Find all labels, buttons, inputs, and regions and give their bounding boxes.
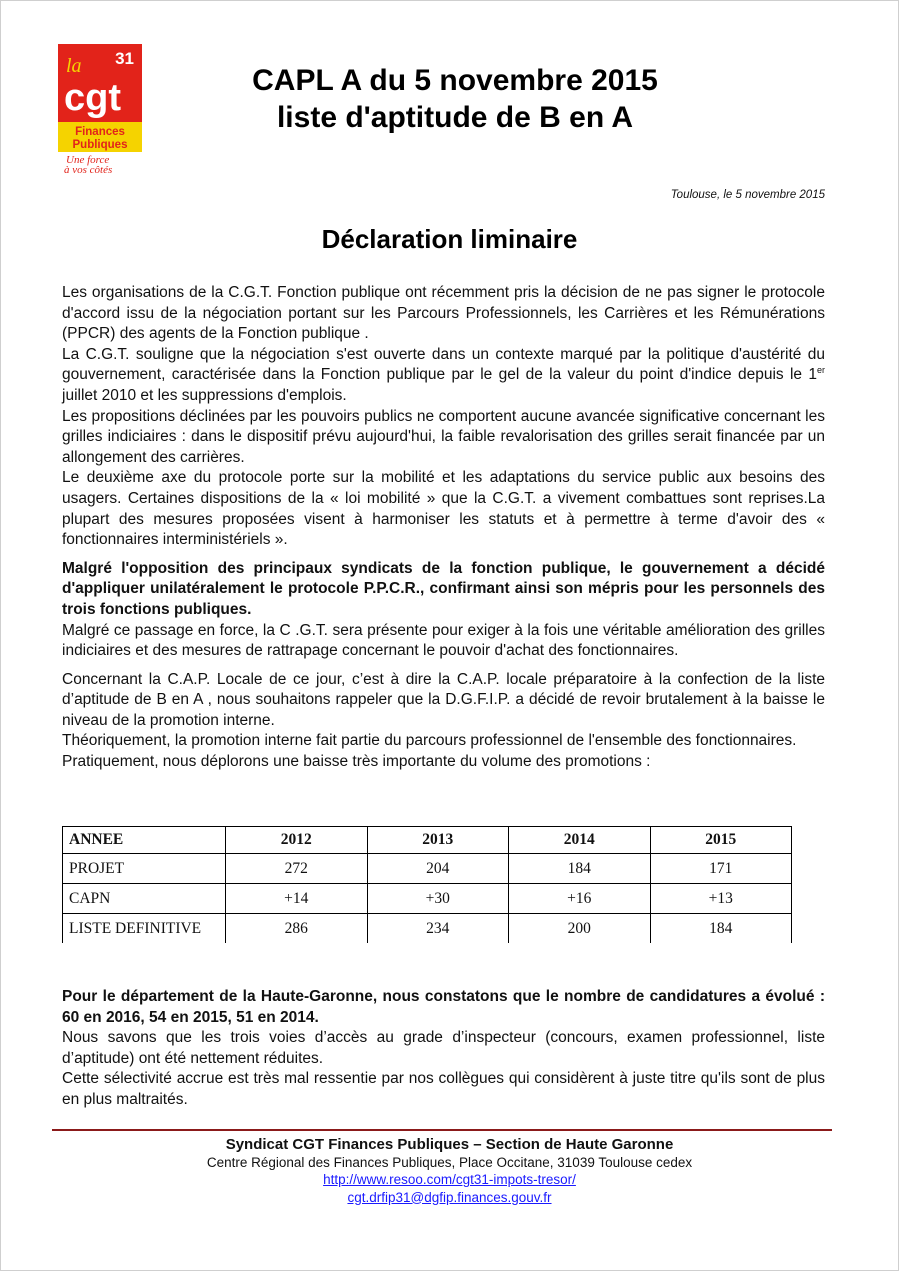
- table-row: [63, 854, 792, 884]
- paragraph-7: Concernant la C.A.P. Locale de ce jour, c’est à dire la C.A.P. locale préparatoire à la confection de la liste d’aptitude de B en A , nous souhaitons rappeler que la D.G.F.I.P. a décidé de revoir brutalement à la baisse le niveau de la promotion interne.: [62, 670, 825, 729]
- paragraph-12: Cette sélectivité accrue est très mal ressentie par nos collègues qui considèrent à juste titre qu'ils sont de plus en plus maltraités.: [62, 1070, 825, 1108]
- paragraph-2: La C.G.T. souligne que la négociation s'est ouverte dans un contexte marqué par la politique d'austérité du gouvernement, caractérisée dans la Fonction publique par le gel de la valeur du point d'indice depuis le 1er juillet 2010 et les suppressions d'emplois.: [62, 345, 825, 404]
- table-cell: 200: [509, 914, 651, 944]
- dateline: Toulouse, le 5 novembre 2015: [670, 189, 825, 201]
- paragraph-6: Malgré ce passage en force, la C .G.T. sera présente pour exiger à la fois une véritable amélioration des grilles indiciaires et des mesures de rattrapage concernant le pouvoir d'achat des fonctionnaires.: [62, 621, 825, 660]
- paragraph-1: Les organisations de la C.G.T. Fonction publique ont récemment pris la décision de ne pas signer le protocole d'accord issu de la négociation portant sur les Parcours Professionnels, les Carrières et les Rémunérations (PPCR) des agents de la Fonction publique .: [62, 284, 825, 343]
- table-cell: +13: [650, 884, 792, 914]
- title-line-2: liste d'aptitude de B en A: [276, 101, 634, 134]
- svg-text:Une force: Une force: [66, 154, 110, 166]
- table-row: [63, 914, 792, 944]
- table-cell: 204: [367, 854, 509, 884]
- promotions-table: [62, 826, 792, 943]
- document-title: [150, 62, 760, 136]
- svg-text:Publiques: Publiques: [72, 139, 128, 151]
- title-line-1: CAPL A du 5 novembre 2015: [252, 64, 658, 97]
- footer-website-link[interactable]: http://www.resoo.com/cgt31-impots-tresor/: [323, 1172, 576, 1187]
- table-cell: 286: [226, 914, 368, 944]
- table-header-cell: 2014: [509, 827, 651, 854]
- svg-text:la: la: [66, 55, 82, 77]
- footer-address: Centre Régional des Finances Publiques, Place Occitane, 31039 Toulouse cedex: [206, 1154, 693, 1170]
- table-cell: 272: [226, 854, 368, 884]
- paragraph-11: Nous savons que les trois voies d’accès au grade d’inspecteur (concours, examen professionnel, liste d’aptitude) ont été nettement réduites.: [62, 1029, 825, 1067]
- body-text: [62, 283, 825, 773]
- paragraph-10-bold: Pour le département de la Haute-Garonne, nous constatons que le nombre de candidatures a évolué : 60 en 2016, 54 en 2015, 51 en 2014.: [62, 988, 825, 1026]
- table-header-cell: 2013: [367, 827, 509, 854]
- table-header-row: [63, 827, 792, 854]
- table-cell: 234: [367, 914, 509, 944]
- table-cell: +16: [509, 884, 651, 914]
- svg-text:cgt: cgt: [64, 77, 121, 119]
- table-cell: CAPN: [63, 884, 226, 914]
- paragraph-8: Théoriquement, la promotion interne fait partie du parcours professionnel de l'ensemble des fonctionnaires.: [62, 732, 797, 750]
- footer: [0, 1136, 899, 1206]
- table-cell: LISTE DEFINITIVE: [63, 914, 226, 944]
- table-header-cell: ANNEE: [63, 827, 226, 854]
- paragraph-9: Pratiquement, nous déplorons une baisse très importante du volume des promotions :: [62, 753, 651, 771]
- table-cell: PROJET: [63, 854, 226, 884]
- table-cell: +14: [226, 884, 368, 914]
- footer-organization: Syndicat CGT Finances Publiques – Section de Haute Garonne: [225, 1136, 674, 1153]
- body-text-2: [62, 987, 825, 1111]
- table-header-cell: 2012: [226, 827, 368, 854]
- paragraph-4: Le deuxième axe du protocole porte sur la mobilité et les adaptations du service public aux besoins des usagers. Certaines dispositions de la « loi mobilité » que la C.G.T. a vivement combattues sont reprises.La plupart des mesures proposées visent à harmoniser les statuts et à permettre à terme d'avoir des « fonctionnaires interministériels ».: [62, 469, 825, 549]
- svg-text:Finances: Finances: [75, 126, 125, 138]
- table-row: [63, 884, 792, 914]
- section-heading: Déclaration liminaire: [321, 224, 578, 254]
- table-header-cell: 2015: [650, 827, 792, 854]
- svg-text:31: 31: [115, 49, 134, 68]
- paragraph-5-bold: Malgré l'opposition des principaux syndicats de la fonction publique, le gouvernement a décidé d'appliquer unilatéralement le protocole P.P.C.R., confirmant ainsi son mépris pour les personnels des trois fonctions publiques.: [62, 559, 825, 618]
- table-cell: 171: [650, 854, 792, 884]
- cgt-finances-publiques-logo: [58, 44, 142, 174]
- footer-divider: [52, 1129, 832, 1131]
- svg-text:à vos côtés: à vos côtés: [64, 164, 113, 174]
- table-cell: 184: [650, 914, 792, 944]
- table-cell: 184: [509, 854, 651, 884]
- table-cell: +30: [367, 884, 509, 914]
- footer-email-link[interactable]: cgt.drfip31@dgfip.finances.gouv.fr: [347, 1189, 552, 1205]
- paragraph-3: Les propositions déclinées par les pouvoirs publics ne comportent aucune avancée significative concernant les grilles indiciaires : dans le dispositif prévu aujourd'hui, la faible revalorisation des grilles serait financée par un allongement des carrières.: [62, 407, 825, 466]
